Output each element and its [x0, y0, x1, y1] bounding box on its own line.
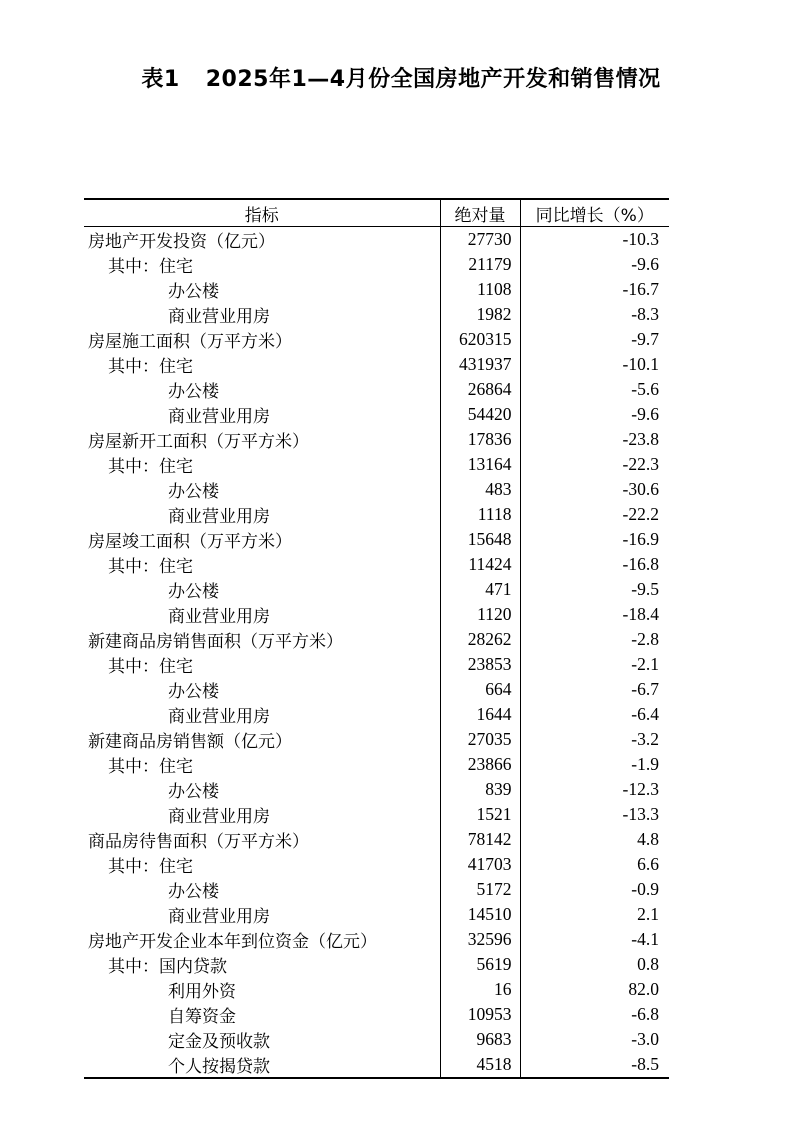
row-absolute-value: 27035	[440, 727, 520, 752]
row-indicator: 办公楼	[168, 682, 219, 702]
row-indicator: 商业营业用房	[168, 907, 270, 927]
row-indicator: 商品房待售面积（万平方米）	[88, 832, 309, 852]
row-absolute-value: 5172	[440, 877, 520, 902]
table-row	[84, 902, 669, 927]
row-yoy-growth: -16.8	[520, 552, 669, 577]
table-row	[84, 952, 669, 977]
row-yoy-growth: -6.8	[520, 1002, 669, 1027]
row-absolute-value: 11424	[440, 552, 520, 577]
row-yoy-growth: -22.3	[520, 452, 669, 477]
table-number: 表1	[141, 67, 180, 92]
header-absolute: 绝对量	[440, 199, 520, 227]
row-yoy-growth: -2.1	[520, 652, 669, 677]
row-yoy-growth: -23.8	[520, 427, 669, 452]
row-indicator: 办公楼	[168, 882, 219, 902]
row-indicator: 其中：住宅	[108, 457, 193, 477]
row-indicator: 定金及预收款	[168, 1032, 270, 1052]
table-row	[84, 852, 669, 877]
table-row	[84, 977, 669, 1002]
table-row	[84, 227, 669, 253]
table-row	[84, 677, 669, 702]
row-yoy-growth: -6.7	[520, 677, 669, 702]
row-yoy-growth: -9.6	[520, 252, 669, 277]
row-absolute-value: 1120	[440, 602, 520, 627]
row-absolute-value: 78142	[440, 827, 520, 852]
row-yoy-growth: 0.8	[520, 952, 669, 977]
row-yoy-growth: -10.3	[520, 227, 669, 253]
row-absolute-value: 23853	[440, 652, 520, 677]
row-absolute-value: 23866	[440, 752, 520, 777]
table-row	[84, 577, 669, 602]
table-row	[84, 502, 669, 527]
row-indicator: 办公楼	[168, 582, 219, 602]
row-absolute-value: 16	[440, 977, 520, 1002]
row-absolute-value: 10953	[440, 1002, 520, 1027]
page-title	[0, 62, 802, 93]
row-yoy-growth: 2.1	[520, 902, 669, 927]
table-row	[84, 877, 669, 902]
row-indicator: 办公楼	[168, 482, 219, 502]
table-row	[84, 427, 669, 452]
row-indicator: 商业营业用房	[168, 807, 270, 827]
row-indicator: 其中：国内贷款	[108, 957, 227, 977]
table-row	[84, 927, 669, 952]
row-indicator: 其中：住宅	[108, 257, 193, 277]
row-absolute-value: 5619	[440, 952, 520, 977]
table-row	[84, 452, 669, 477]
row-absolute-value: 15648	[440, 527, 520, 552]
table-row	[84, 777, 669, 802]
row-indicator: 利用外资	[168, 982, 236, 1002]
row-indicator: 房屋新开工面积（万平方米）	[88, 432, 309, 452]
row-indicator: 商业营业用房	[168, 407, 270, 427]
table-row	[84, 252, 669, 277]
row-absolute-value: 839	[440, 777, 520, 802]
row-absolute-value: 28262	[440, 627, 520, 652]
row-absolute-value: 4518	[440, 1052, 520, 1078]
row-indicator: 其中：住宅	[108, 757, 193, 777]
row-yoy-growth: 4.8	[520, 827, 669, 852]
row-indicator: 商业营业用房	[168, 507, 270, 527]
header-indicator: 指标	[84, 199, 440, 227]
row-indicator: 其中：住宅	[108, 557, 193, 577]
row-indicator: 个人按揭贷款	[84, 1052, 440, 1078]
row-yoy-growth: -0.9	[520, 877, 669, 902]
row-absolute-value: 1644	[440, 702, 520, 727]
row-yoy-growth: -6.4	[520, 702, 669, 727]
row-yoy-growth: -3.0	[520, 1027, 669, 1052]
row-yoy-growth: -1.9	[520, 752, 669, 777]
table-row	[84, 352, 669, 377]
table-row	[84, 752, 669, 777]
row-indicator: 办公楼	[168, 382, 219, 402]
table-row	[84, 552, 669, 577]
row-indicator: 其中：住宅	[108, 857, 193, 877]
row-absolute-value: 471	[440, 577, 520, 602]
row-absolute-value: 1118	[440, 502, 520, 527]
row-absolute-value: 32596	[440, 927, 520, 952]
table-row	[84, 652, 669, 677]
row-indicator: 其中：住宅	[108, 657, 193, 677]
row-indicator: 商业营业用房	[168, 307, 270, 327]
row-absolute-value: 27730	[440, 227, 520, 253]
row-indicator: 房地产开发投资（亿元）	[88, 232, 275, 252]
row-absolute-value: 1982	[440, 302, 520, 327]
table-row	[84, 1027, 669, 1052]
row-absolute-value: 1521	[440, 802, 520, 827]
row-yoy-growth: -5.6	[520, 377, 669, 402]
table-header-row	[84, 199, 669, 227]
table-row	[84, 702, 669, 727]
table-body	[84, 227, 669, 1079]
row-indicator: 新建商品房销售面积（万平方米）	[88, 632, 343, 652]
row-indicator: 办公楼	[168, 282, 219, 302]
row-indicator: 商业营业用房	[168, 607, 270, 627]
row-yoy-growth: -9.5	[520, 577, 669, 602]
table-row	[84, 827, 669, 852]
row-absolute-value: 483	[440, 477, 520, 502]
row-indicator: 其中：住宅	[108, 357, 193, 377]
row-absolute-value: 13164	[440, 452, 520, 477]
row-absolute-value: 664	[440, 677, 520, 702]
row-absolute-value: 26864	[440, 377, 520, 402]
table-row	[84, 402, 669, 427]
table-row	[84, 802, 669, 827]
row-yoy-growth: -10.1	[520, 352, 669, 377]
row-indicator: 自筹资金	[168, 1007, 236, 1027]
header-yoy: 同比增长（%）	[520, 199, 669, 227]
table-row	[84, 1002, 669, 1027]
table-row	[84, 1052, 669, 1078]
row-yoy-growth: -22.2	[520, 502, 669, 527]
row-absolute-value: 17836	[440, 427, 520, 452]
row-yoy-growth: -3.2	[520, 727, 669, 752]
row-indicator: 商业营业用房	[168, 707, 270, 727]
row-yoy-growth: -8.5	[520, 1052, 669, 1078]
table-row	[84, 527, 669, 552]
table-row	[84, 277, 669, 302]
table-title: 2025年1—4月份全国房地产开发和销售情况	[205, 67, 661, 92]
table-row	[84, 627, 669, 652]
real-estate-table	[84, 198, 669, 1079]
row-absolute-value: 9683	[440, 1027, 520, 1052]
row-yoy-growth: -9.6	[520, 402, 669, 427]
row-yoy-growth: -18.4	[520, 602, 669, 627]
row-yoy-growth: -12.3	[520, 777, 669, 802]
row-yoy-growth: -2.8	[520, 627, 669, 652]
row-yoy-growth: -30.6	[520, 477, 669, 502]
row-absolute-value: 14510	[440, 902, 520, 927]
row-indicator: 新建商品房销售额（亿元）	[88, 732, 292, 752]
row-absolute-value: 620315	[440, 327, 520, 352]
row-absolute-value: 54420	[440, 402, 520, 427]
row-yoy-growth: -8.3	[520, 302, 669, 327]
row-yoy-growth: -16.9	[520, 527, 669, 552]
row-yoy-growth: -13.3	[520, 802, 669, 827]
row-absolute-value: 41703	[440, 852, 520, 877]
row-yoy-growth: 6.6	[520, 852, 669, 877]
row-yoy-growth: -9.7	[520, 327, 669, 352]
row-yoy-growth: -4.1	[520, 927, 669, 952]
row-absolute-value: 431937	[440, 352, 520, 377]
row-indicator: 房地产开发企业本年到位资金（亿元）	[88, 932, 377, 952]
row-absolute-value: 1108	[440, 277, 520, 302]
table-row	[84, 302, 669, 327]
table-row	[84, 377, 669, 402]
table-row	[84, 327, 669, 352]
row-yoy-growth: 82.0	[520, 977, 669, 1002]
row-absolute-value: 21179	[440, 252, 520, 277]
row-indicator: 房屋竣工面积（万平方米）	[88, 532, 292, 552]
table-row	[84, 727, 669, 752]
table-row	[84, 602, 669, 627]
row-indicator: 办公楼	[168, 782, 219, 802]
row-indicator: 房屋施工面积（万平方米）	[88, 332, 292, 352]
row-yoy-growth: -16.7	[520, 277, 669, 302]
table-row	[84, 477, 669, 502]
